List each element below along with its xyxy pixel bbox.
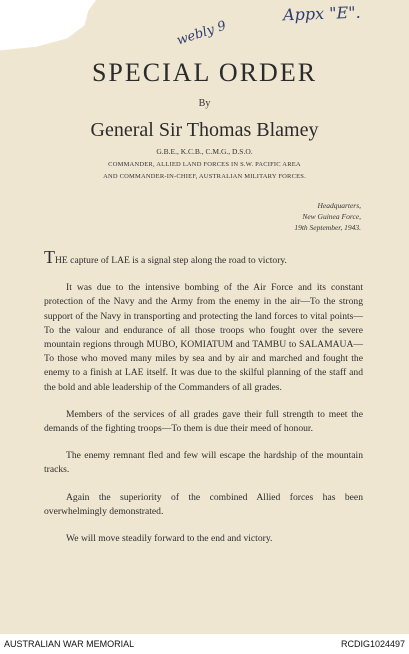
paragraph-1-text: HE capture of LAE is a signal step along the road to victory. — [55, 255, 287, 266]
handwritten-appendix-note: Appx "E". — [282, 2, 361, 25]
paragraph-2: It was due to the intensive bombing of the Air Force and its constant protection of the Navy and the Army from the enemy in the air—To the strong support of the Navy in transporting and protecting the land forces to vital points—To the valour and endurance of all those troops who fought over the severe mountain regions through MUBO, KOMIATUM and TAMBU to SALAMAUA—To those who moved many miles by sea and by air and marched and fought the enemy to a finish at LAE itself. It was due to the skilful planning of the staff and the bold and able leadership of the Commanders of all grades. — [44, 282, 363, 393]
hq-date: 19th September, 1943. — [294, 223, 361, 232]
torn-corner — [0, 0, 96, 60]
handwritten-scribble: webly 9 — [174, 18, 229, 49]
author-role-line-2: AND COMMANDER-IN-CHIEF, AUSTRALIAN MILITARY FORCES. — [103, 173, 306, 180]
paragraph-5: Again the superiority of the combined Allied forces has been overwhelmingly demonstrated. — [44, 491, 363, 517]
by-label: By — [198, 98, 211, 109]
drop-cap: T — [44, 247, 55, 267]
order-body — [44, 247, 363, 559]
headquarters-block — [294, 200, 361, 233]
author-role-line-1: COMMANDER, ALLIED LAND FORCES IN S.W. PACIFIC AREA — [108, 161, 301, 168]
archive-source: AUSTRALIAN WAR MEMORIAL — [4, 639, 135, 649]
author-name: General Sir Thomas Blamey — [90, 119, 319, 141]
archive-footer — [0, 634, 409, 654]
hq-line-2: New Guinea Force, — [302, 212, 361, 221]
paragraph-4: The enemy remnant fled and few will escape the hardship of the mountain tracks. — [44, 450, 363, 476]
archive-id: RCDIG1024497 — [340, 639, 405, 649]
paragraph-3: Members of the services of all grades gave their full strength to meet the demands of the fighting troops—To them is due their meed of honour. — [44, 408, 363, 435]
hq-line-1: Headquarters, — [317, 201, 361, 210]
author-honours: G.B.E., K.C.B., C.M.G., D.S.O. — [156, 147, 253, 156]
paragraph-6: We will move steadily forward to the end and victory. — [66, 533, 273, 545]
paragraph-1 — [44, 247, 363, 268]
document-title: SPECIAL ORDER — [91, 58, 318, 87]
